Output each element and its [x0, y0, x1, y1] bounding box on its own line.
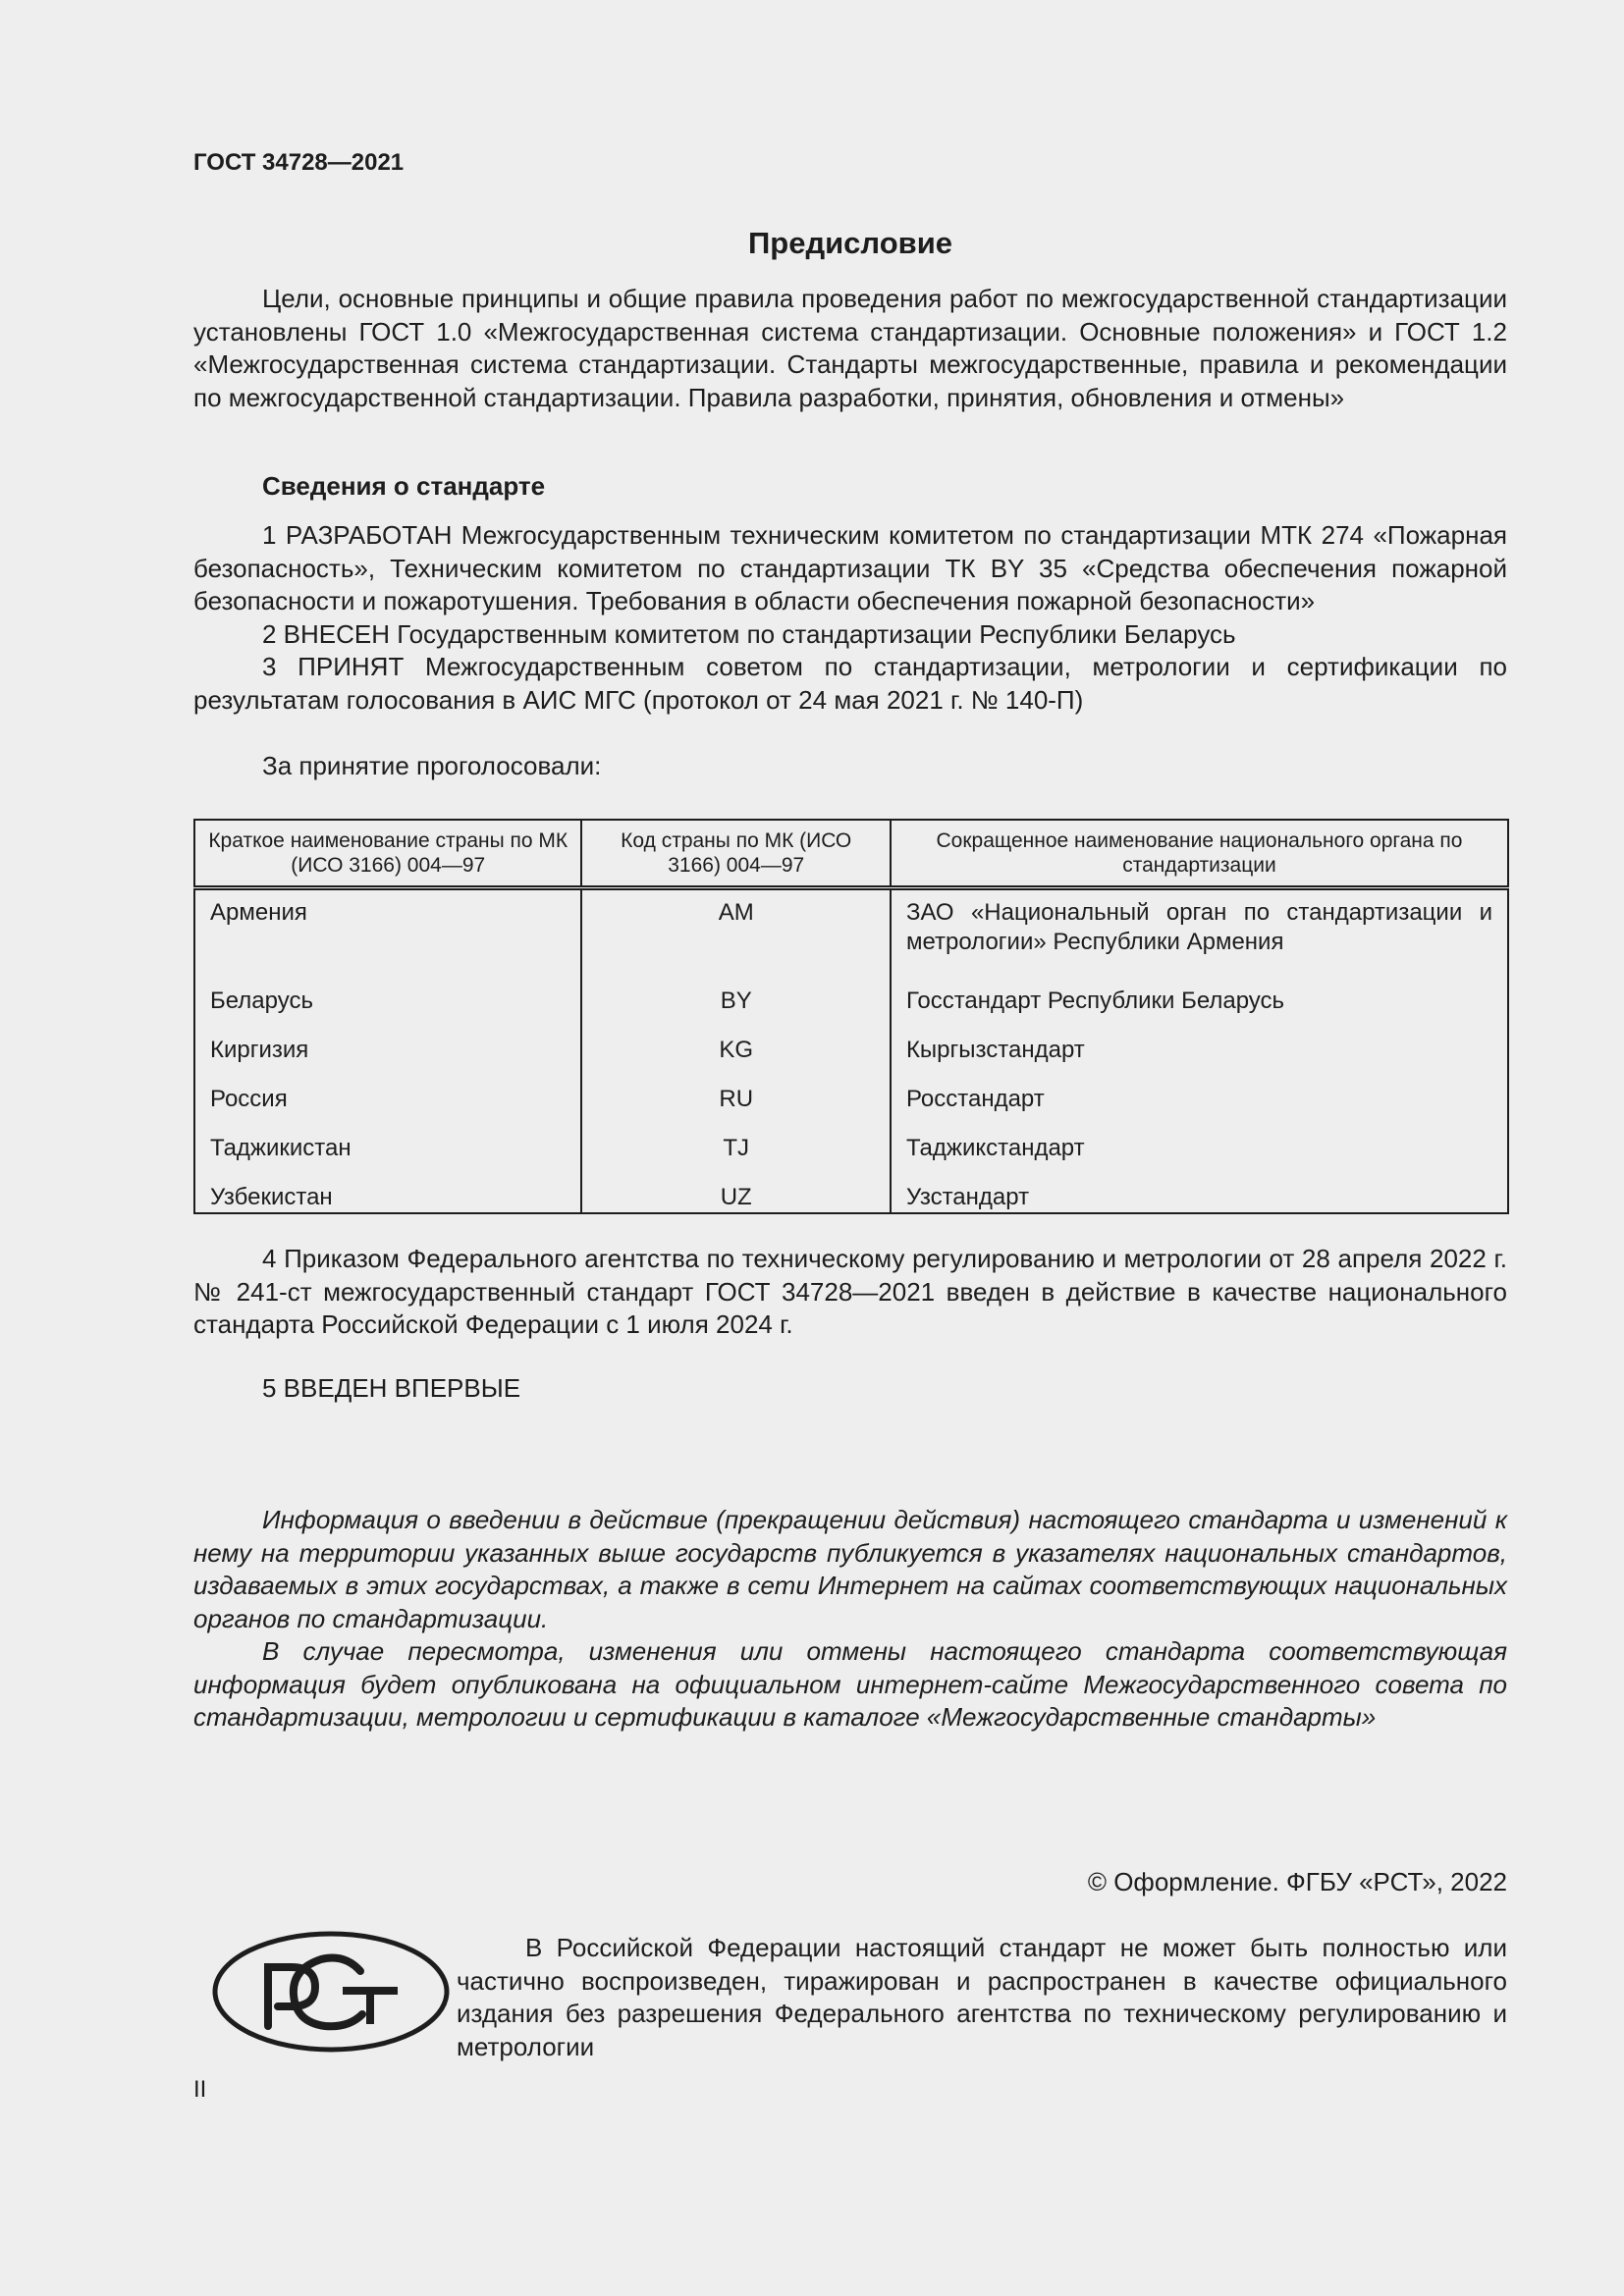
- header-country-name: Краткое наименование страны по МК (ИСО 3166) 004—97: [194, 820, 581, 888]
- cell-org: Узстандарт: [891, 1175, 1508, 1213]
- items-section: [193, 519, 1507, 717]
- cell-country: Армения: [194, 888, 581, 979]
- cell-code: RU: [581, 1077, 890, 1126]
- reproduction-notice: В Российской Федерации настоящий стандарт не может быть полностью или частично воспроизведен, тиражирован и распространен в качестве официального издания без разрешения Федерального агентства по техническому регулированию и метрологии: [457, 1933, 1507, 2061]
- voted-section: [193, 750, 1507, 783]
- cell-code: UZ: [581, 1175, 890, 1213]
- info-heading: Сведения о стандарте: [262, 471, 546, 501]
- voted-label: За принятие проголосовали:: [262, 751, 602, 780]
- table-row: [194, 979, 1508, 1028]
- first-introduced-section: [193, 1372, 1507, 1406]
- cell-code: AM: [581, 888, 890, 979]
- enactment-section: [193, 1243, 1507, 1342]
- cell-country: Беларусь: [194, 979, 581, 1028]
- header-national-body: Сокращенное наименование национального органа по стандартизации: [891, 820, 1508, 888]
- cell-code: TJ: [581, 1126, 890, 1175]
- table-header-row: [194, 820, 1508, 888]
- header-country-code: Код страны по МК (ИСО 3166) 004—97: [581, 820, 890, 888]
- item-1-developed: 1 РАЗРАБОТАН Межгосударственным техническим комитетом по стандартизации МТК 274 «Пожарная безопасность», Техническим комитетом по стандартизации ТК BY 35 «Средства обеспечения пожарной безопасности и пожаротушения. Требования в области обеспечения пожарной безопасности»: [193, 520, 1507, 615]
- cell-code: KG: [581, 1028, 890, 1077]
- intro-paragraph: Цели, основные принципы и общие правила проведения работ по межгосударственной стандартизации установлены ГОСТ 1.0 «Межгосударственная система стандартизации. Основные положения» и ГОСТ 1.2 «Межгосударственная система стандартизации. Стандарты межгосударственные, правила и рекомендации по межгосударственной стандартизации. Правила разработки, принятия, обновления и отмены»: [193, 284, 1507, 412]
- table-row: [194, 1126, 1508, 1175]
- table-row: [194, 1028, 1508, 1077]
- page-number: II: [193, 2076, 207, 2103]
- reproduction-notice-section: [457, 1932, 1507, 2063]
- item-2-submitted: 2 ВНЕСЕН Государственным комитетом по стандартизации Республики Беларусь: [262, 618, 1236, 649]
- item-4-enacted: 4 Приказом Федерального агентства по техническому регулированию и метрологии от 28 апреля 2022 г. № 241-ст межгосударственный стандарт ГОСТ 34728—2021 введен в действие в качестве национального стандарта Российской Федерации с 1 июля 2024 г.: [193, 1244, 1507, 1339]
- item-3-adopted: 3 ПРИНЯТ Межгосударственным советом по стандартизации, метрологии и сертификации по результатам голосования в АИС МГС (протокол от 24 мая 2021 г. № 140-П): [193, 652, 1507, 715]
- cell-country: Россия: [194, 1077, 581, 1126]
- table-row: [194, 888, 1508, 979]
- cell-code: BY: [581, 979, 890, 1028]
- cell-org: Таджикстандарт: [891, 1126, 1508, 1175]
- voting-table: [193, 819, 1509, 1214]
- note-publication-info: Информация о введении в действие (прекращении действия) настоящего стандарта и изменений к нему на территории указанных выше государств публикуется в указателях национальных стандартов, издаваемых в этих государствах, а также в сети Интернет на сайтах соответствующих национальных органов по стандартизации.: [193, 1505, 1507, 1633]
- cell-org: ЗАО «Национальный орган по стандартизации и метрологии» Республики Армения: [891, 888, 1508, 979]
- table-row: [194, 1175, 1508, 1213]
- cell-country: Узбекистан: [194, 1175, 581, 1213]
- document-code: ГОСТ 34728—2021: [193, 149, 405, 176]
- notes-section: [193, 1504, 1507, 1735]
- cell-country: Таджикистан: [194, 1126, 581, 1175]
- page-title: Предисловие: [747, 226, 952, 260]
- cell-org: Кыргызстандарт: [891, 1028, 1508, 1077]
- table-row: [194, 1077, 1508, 1126]
- cell-country: Киргизия: [194, 1028, 581, 1077]
- note-revision-info: В случае пересмотра, изменения или отмены настоящего стандарта соответствующая информация будет опубликована на официальном интернет-сайте Межгосударственного совета по стандартизации, метрологии и сертификации в каталоге «Межгосударственные стандарты»: [193, 1636, 1507, 1732]
- copyright-line: © Оформление. ФГБУ «РСТ», 2022: [1087, 1867, 1507, 1896]
- cell-org: Росстандарт: [891, 1077, 1508, 1126]
- rst-logo-icon: [211, 1930, 451, 2054]
- item-5-first-introduced: 5 ВВЕДЕН ВПЕРВЫЕ: [262, 1373, 521, 1403]
- cell-org: Госстандарт Республики Беларусь: [891, 979, 1508, 1028]
- info-section: [193, 471, 1507, 502]
- intro-section: [193, 283, 1507, 414]
